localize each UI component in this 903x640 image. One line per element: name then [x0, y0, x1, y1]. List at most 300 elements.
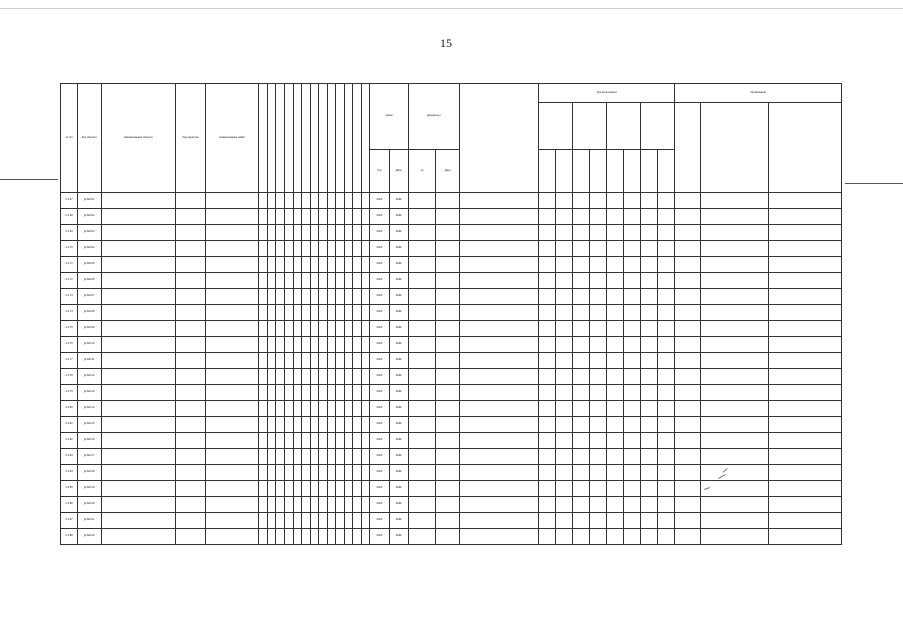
row-org-name-cell	[700, 305, 768, 321]
row-flag-cell	[276, 497, 285, 513]
table-row	[61, 289, 842, 305]
row-flag-cell	[319, 465, 328, 481]
row-doc-cell	[408, 241, 436, 257]
row-year-cell: 2022	[370, 321, 389, 337]
row-year-cell: 2022	[370, 481, 389, 497]
row-org-name-cell	[700, 257, 768, 273]
org-sub-1	[675, 103, 701, 193]
row-progress-cell	[641, 497, 658, 513]
row-status-cell	[459, 449, 538, 465]
row-progress-cell	[658, 193, 675, 209]
row-progress-cell	[641, 273, 658, 289]
row-flag-cell	[327, 225, 336, 241]
row-flag-cell	[310, 369, 319, 385]
row-flag-cell	[293, 321, 302, 337]
row-org-name-cell	[700, 289, 768, 305]
row-org-cell	[675, 289, 701, 305]
row-flag-cell	[267, 465, 276, 481]
row-flag-cell	[310, 481, 319, 497]
row-progress-cell	[607, 385, 624, 401]
row-code2-cell	[176, 417, 206, 433]
row-org-detail-cell	[769, 401, 842, 417]
row-progress-cell	[607, 417, 624, 433]
row-code-cell: Д-АМ-06	[78, 273, 101, 289]
row-progress-cell	[572, 529, 589, 545]
row-org-detail-cell	[769, 321, 842, 337]
p2b	[590, 150, 607, 193]
row-progress-cell	[641, 465, 658, 481]
row-flag-cell	[327, 337, 336, 353]
row-progress-cell	[572, 353, 589, 369]
row-org-detail-cell	[769, 225, 842, 241]
row-flag-cell	[276, 513, 285, 529]
row-flag-cell	[293, 289, 302, 305]
row-flag-cell	[319, 449, 328, 465]
row-code-cell: Д-АМ-15	[78, 417, 101, 433]
v-col-7	[310, 84, 319, 193]
row-desc-cell	[206, 225, 259, 241]
row-docdate-cell	[436, 305, 459, 321]
row-progress-cell	[624, 497, 641, 513]
row-date-cell: 2022	[389, 193, 408, 209]
row-flag-cell	[293, 305, 302, 321]
row-org-cell	[675, 273, 701, 289]
row-flag-cell	[336, 385, 345, 401]
row-flag-cell	[319, 273, 328, 289]
row-name-cell	[101, 401, 176, 417]
row-flag-cell	[302, 209, 311, 225]
row-org-detail-cell	[769, 513, 842, 529]
row-docdate-cell	[436, 209, 459, 225]
row-flag-cell	[293, 353, 302, 369]
row-code2-cell	[176, 257, 206, 273]
row-doc-cell	[408, 273, 436, 289]
row-flag-cell	[276, 465, 285, 481]
row-org-cell	[675, 497, 701, 513]
row-name-cell	[101, 417, 176, 433]
row-flag-cell	[276, 417, 285, 433]
row-flag-cell	[276, 449, 285, 465]
row-progress-cell	[590, 449, 607, 465]
docdate-subheader: Дата	[436, 150, 459, 193]
row-flag-cell	[267, 353, 276, 369]
row-year-cell: 2022	[370, 225, 389, 241]
row-doc-cell	[408, 337, 436, 353]
row-name-cell	[101, 321, 176, 337]
row-status-cell	[459, 497, 538, 513]
row-progress-cell	[555, 321, 572, 337]
row-flag-cell	[353, 417, 362, 433]
row-flag-cell	[336, 305, 345, 321]
row-progress-cell	[624, 513, 641, 529]
row-progress-cell	[555, 433, 572, 449]
row-docdate-cell	[436, 385, 459, 401]
row-docdate-cell	[436, 481, 459, 497]
row-flag-cell	[284, 273, 293, 289]
row-flag-cell	[361, 225, 370, 241]
row-doc-cell	[408, 481, 436, 497]
row-flag-cell	[259, 529, 268, 545]
row-flag-cell	[310, 225, 319, 241]
row-flag-cell	[276, 321, 285, 337]
row-status-cell	[459, 401, 538, 417]
row-progress-cell	[538, 529, 555, 545]
row-flag-cell	[259, 209, 268, 225]
row-flag-cell	[267, 289, 276, 305]
row-name-cell	[101, 337, 176, 353]
row-name-cell	[101, 353, 176, 369]
row-number-cell: 2.4.82	[61, 433, 78, 449]
row-status-cell	[459, 433, 538, 449]
row-progress-cell	[555, 273, 572, 289]
row-progress-cell	[658, 273, 675, 289]
row-progress-cell	[590, 481, 607, 497]
row-code-cell: Д-АМ-14	[78, 401, 101, 417]
row-flag-cell	[293, 257, 302, 273]
row-flag-cell	[293, 193, 302, 209]
row-progress-cell	[641, 225, 658, 241]
row-org-name-cell	[700, 337, 768, 353]
row-progress-cell	[641, 417, 658, 433]
v-col-4	[284, 84, 293, 193]
row-flag-cell	[353, 257, 362, 273]
table-row	[61, 497, 842, 513]
v-col-5	[293, 84, 302, 193]
row-flag-cell	[353, 305, 362, 321]
row-progress-cell	[658, 497, 675, 513]
row-flag-cell	[327, 385, 336, 401]
row-flag-cell	[267, 497, 276, 513]
row-progress-cell	[607, 289, 624, 305]
row-progress-cell	[624, 529, 641, 545]
row-flag-cell	[319, 289, 328, 305]
row-flag-cell	[293, 337, 302, 353]
row-flag-cell	[310, 529, 319, 545]
row-org-name-cell	[700, 497, 768, 513]
row-flag-cell	[353, 433, 362, 449]
dates-group-header: Сроки	[370, 84, 408, 150]
row-org-detail-cell	[769, 305, 842, 321]
row-flag-cell	[344, 209, 353, 225]
row-progress-cell	[538, 481, 555, 497]
row-code2-cell	[176, 529, 206, 545]
row-flag-cell	[302, 369, 311, 385]
row-flag-cell	[344, 337, 353, 353]
row-org-cell	[675, 337, 701, 353]
row-progress-cell	[590, 385, 607, 401]
row-flag-cell	[319, 417, 328, 433]
row-desc-cell	[206, 369, 259, 385]
row-flag-cell	[276, 337, 285, 353]
row-flag-cell	[276, 193, 285, 209]
row-org-detail-cell	[769, 289, 842, 305]
row-number-cell: 2.4.83	[61, 449, 78, 465]
row-progress-cell	[658, 417, 675, 433]
row-progress-cell	[538, 401, 555, 417]
row-flag-cell	[259, 513, 268, 529]
row-flag-cell	[353, 481, 362, 497]
row-flag-cell	[293, 529, 302, 545]
row-code2-cell	[176, 465, 206, 481]
row-flag-cell	[302, 193, 311, 209]
row-progress-cell	[555, 449, 572, 465]
row-status-cell	[459, 241, 538, 257]
progress-sub-4	[641, 103, 675, 150]
row-flag-cell	[310, 513, 319, 529]
row-progress-cell	[555, 289, 572, 305]
row-org-cell	[675, 225, 701, 241]
row-progress-cell	[641, 433, 658, 449]
row-progress-cell	[572, 257, 589, 273]
row-flag-cell	[327, 369, 336, 385]
row-number-cell: 2.4.86	[61, 497, 78, 513]
row-date-cell: 2022	[389, 481, 408, 497]
row-progress-cell	[572, 513, 589, 529]
row-org-detail-cell	[769, 353, 842, 369]
row-flag-cell	[336, 401, 345, 417]
row-progress-cell	[658, 449, 675, 465]
row-progress-cell	[538, 337, 555, 353]
row-progress-cell	[590, 209, 607, 225]
row-progress-cell	[607, 497, 624, 513]
row-progress-cell	[641, 337, 658, 353]
row-progress-cell	[607, 369, 624, 385]
row-flag-cell	[336, 225, 345, 241]
row-progress-cell	[607, 401, 624, 417]
row-code2-cell	[176, 273, 206, 289]
row-desc-cell	[206, 193, 259, 209]
row-flag-cell	[361, 497, 370, 513]
row-date-cell: 2022	[389, 417, 408, 433]
row-flag-cell	[293, 385, 302, 401]
row-doc-cell	[408, 529, 436, 545]
row-progress-cell	[572, 273, 589, 289]
row-flag-cell	[302, 449, 311, 465]
row-flag-cell	[327, 193, 336, 209]
row-number-cell: 2.4.68	[61, 209, 78, 225]
row-status-cell	[459, 465, 538, 481]
row-progress-cell	[624, 257, 641, 273]
row-code2-cell	[176, 305, 206, 321]
row-flag-cell	[319, 481, 328, 497]
row-progress-cell	[572, 337, 589, 353]
row-status-cell	[459, 193, 538, 209]
row-flag-cell	[344, 289, 353, 305]
row-org-cell	[675, 321, 701, 337]
row-desc-cell	[206, 305, 259, 321]
progress-sub-1	[538, 103, 572, 150]
row-code2-cell	[176, 385, 206, 401]
row-flag-cell	[344, 401, 353, 417]
row-flag-cell	[267, 369, 276, 385]
row-progress-cell	[555, 209, 572, 225]
row-flag-cell	[327, 513, 336, 529]
row-flag-cell	[259, 417, 268, 433]
row-status-cell	[459, 305, 538, 321]
row-progress-cell	[624, 209, 641, 225]
row-flag-cell	[310, 433, 319, 449]
row-name-cell	[101, 289, 176, 305]
row-flag-cell	[327, 273, 336, 289]
row-doc-cell	[408, 449, 436, 465]
row-date-cell: 2022	[389, 273, 408, 289]
row-name-cell	[101, 481, 176, 497]
row-doc-cell	[408, 497, 436, 513]
row-progress-cell	[624, 465, 641, 481]
row-flag-cell	[259, 321, 268, 337]
row-desc-cell	[206, 257, 259, 273]
row-progress-cell	[641, 369, 658, 385]
row-docdate-cell	[436, 289, 459, 305]
row-flag-cell	[353, 465, 362, 481]
row-year-cell: 2022	[370, 305, 389, 321]
row-flag-cell	[336, 481, 345, 497]
progress-group-header: Ход выполнения	[538, 84, 675, 103]
row-flag-cell	[361, 385, 370, 401]
row-progress-cell	[607, 529, 624, 545]
row-progress-cell	[538, 513, 555, 529]
row-org-name-cell	[700, 321, 768, 337]
row-flag-cell	[293, 449, 302, 465]
row-flag-cell	[344, 193, 353, 209]
row-progress-cell	[658, 305, 675, 321]
row-flag-cell	[327, 321, 336, 337]
row-date-cell: 2022	[389, 401, 408, 417]
row-flag-cell	[310, 193, 319, 209]
row-flag-cell	[310, 289, 319, 305]
row-docdate-cell	[436, 417, 459, 433]
row-progress-cell	[572, 385, 589, 401]
year-subheader: Год	[370, 150, 389, 193]
row-doc-cell	[408, 257, 436, 273]
row-flag-cell	[284, 241, 293, 257]
row-code-cell: Д-АМ-07	[78, 289, 101, 305]
row-name-cell	[101, 449, 176, 465]
row-org-detail-cell	[769, 385, 842, 401]
row-flag-cell	[302, 385, 311, 401]
row-progress-cell	[641, 449, 658, 465]
row-flag-cell	[319, 353, 328, 369]
row-flag-cell	[319, 193, 328, 209]
row-year-cell: 2022	[370, 369, 389, 385]
row-flag-cell	[344, 257, 353, 273]
row-name-cell	[101, 225, 176, 241]
row-flag-cell	[267, 321, 276, 337]
row-flag-cell	[276, 289, 285, 305]
row-flag-cell	[267, 513, 276, 529]
row-date-cell: 2022	[389, 257, 408, 273]
row-progress-cell	[590, 225, 607, 241]
row-flag-cell	[276, 401, 285, 417]
row-progress-cell	[658, 401, 675, 417]
row-flag-cell	[302, 305, 311, 321]
row-org-detail-cell	[769, 497, 842, 513]
row-flag-cell	[336, 529, 345, 545]
row-doc-cell	[408, 193, 436, 209]
row-flag-cell	[267, 337, 276, 353]
row-flag-cell	[284, 289, 293, 305]
row-doc-cell	[408, 385, 436, 401]
row-flag-cell	[310, 401, 319, 417]
row-docdate-cell	[436, 529, 459, 545]
scan-artifact-right	[845, 183, 903, 184]
row-number-cell: 2.4.80	[61, 401, 78, 417]
row-flag-cell	[361, 449, 370, 465]
v-col-1	[259, 84, 268, 193]
row-flag-cell	[267, 209, 276, 225]
row-progress-cell	[590, 401, 607, 417]
row-flag-cell	[336, 289, 345, 305]
row-flag-cell	[284, 513, 293, 529]
row-flag-cell	[259, 225, 268, 241]
row-progress-cell	[641, 481, 658, 497]
row-code-cell: Д-АМ-19	[78, 481, 101, 497]
row-number-cell: 2.4.69	[61, 225, 78, 241]
row-org-cell	[675, 465, 701, 481]
row-progress-cell	[658, 465, 675, 481]
row-flag-cell	[284, 257, 293, 273]
row-progress-cell	[538, 193, 555, 209]
row-number-cell: 2.4.75	[61, 321, 78, 337]
row-progress-cell	[572, 401, 589, 417]
row-status-cell	[459, 385, 538, 401]
row-progress-cell	[538, 497, 555, 513]
row-flag-cell	[267, 449, 276, 465]
row-progress-cell	[624, 273, 641, 289]
row-year-cell: 2022	[370, 529, 389, 545]
row-flag-cell	[361, 209, 370, 225]
row-flag-cell	[284, 497, 293, 513]
row-flag-cell	[310, 209, 319, 225]
row-flag-cell	[319, 209, 328, 225]
row-flag-cell	[259, 289, 268, 305]
row-year-cell: 2022	[370, 417, 389, 433]
col-desc-header: Наименование работ	[206, 84, 259, 193]
row-name-cell	[101, 497, 176, 513]
table-row	[61, 433, 842, 449]
row-flag-cell	[327, 433, 336, 449]
row-number-cell: 2.4.77	[61, 353, 78, 369]
table-row	[61, 209, 842, 225]
row-org-detail-cell	[769, 417, 842, 433]
row-flag-cell	[319, 369, 328, 385]
row-number-cell: 2.4.70	[61, 241, 78, 257]
row-flag-cell	[319, 513, 328, 529]
p3b	[624, 150, 641, 193]
row-flag-cell	[276, 529, 285, 545]
row-date-cell: 2022	[389, 385, 408, 401]
row-flag-cell	[267, 241, 276, 257]
row-flag-cell	[327, 353, 336, 369]
row-flag-cell	[276, 481, 285, 497]
row-code2-cell	[176, 449, 206, 465]
row-progress-cell	[607, 433, 624, 449]
row-progress-cell	[607, 337, 624, 353]
row-progress-cell	[624, 417, 641, 433]
row-flag-cell	[267, 257, 276, 273]
row-flag-cell	[344, 529, 353, 545]
row-flag-cell	[353, 353, 362, 369]
row-progress-cell	[641, 241, 658, 257]
row-code2-cell	[176, 513, 206, 529]
row-flag-cell	[344, 385, 353, 401]
row-doc-cell	[408, 209, 436, 225]
row-flag-cell	[310, 321, 319, 337]
handwritten-marks	[700, 468, 740, 498]
row-code-cell: Д-АМ-18	[78, 465, 101, 481]
table-row	[61, 193, 842, 209]
row-flag-cell	[344, 241, 353, 257]
